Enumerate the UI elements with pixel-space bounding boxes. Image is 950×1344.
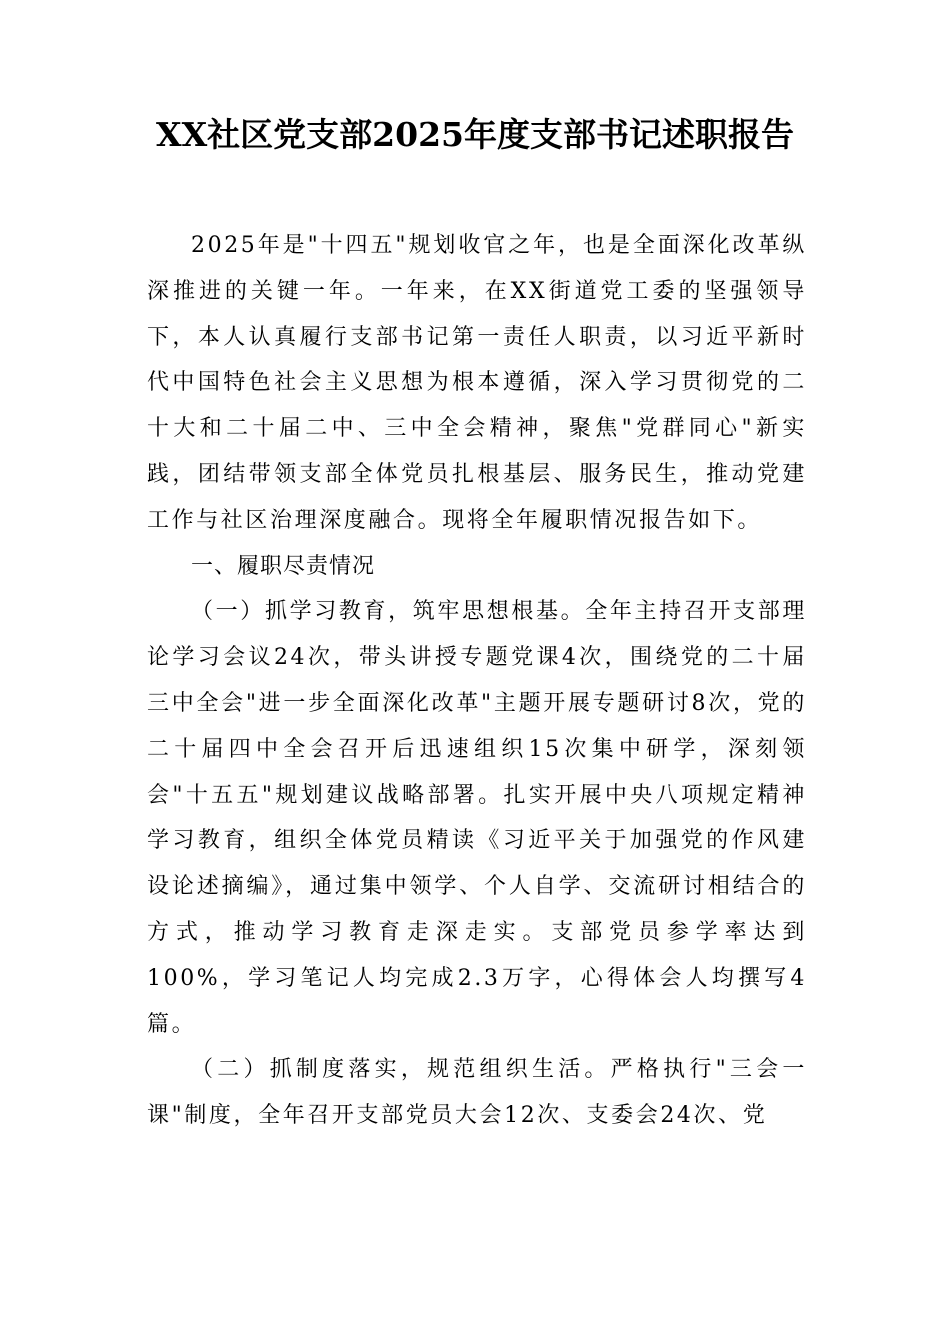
item-text-1: 抓学习教育，筑牢思想根基。全年主持召开支部理论学习会议24次，带头讲授专题党课4次，围绕党的二十届三中全会"进一步全面深化改革"主题开展专题研讨8次，党的二十届四中全会召开后迅速组织15次集中研学，深刻领会"十五五"规划建议战略部署。扎实开展中央八项规定精神学习教育，组织全体党员精读《习近平关于加强党的作风建设论述摘编》，通过集中领学、个人自学、交流研讨相结合的方式，推动学习教育走深走实。支部党员参学率达到100%，学习笔记人均完成2.3万字，心得体会人均撰写4篇。 bbox=[147, 599, 808, 1037]
intro-paragraph: 2025年是"十四五"规划收官之年，也是全面深化改革纵深推进的关键一年。一年来，在XX街道党工委的坚强领导下，本人认真履行支部书记第一责任人职责，以习近平新时代中国特色社会主义思想为根本遵循，深入学习贯彻党的二十大和二十届二中、三中全会精神，聚焦"党群同心"新实践，团结带领支部全体党员扎根基层、服务民生，推动党建工作与社区治理深度融合。现将全年履职情况报告如下。 bbox=[147, 233, 807, 533]
item-lead-1: （一） bbox=[191, 599, 265, 625]
section-heading: 一、履职尽责情况 bbox=[191, 553, 376, 579]
item-text-2: 抓制度落实，规范组织生活。严格执行"三会一课"制度，全年召开支部党员大会12次、支委会24次、党 bbox=[147, 1057, 807, 1129]
document-body bbox=[147, 223, 807, 1139]
item-paragraph-1 bbox=[147, 589, 807, 1047]
document-title: XX社区党支部2025年度支部书记述职报告 bbox=[155, 115, 795, 154]
item-paragraph-2 bbox=[147, 1047, 807, 1139]
item-lead-2: （二） bbox=[191, 1057, 270, 1083]
